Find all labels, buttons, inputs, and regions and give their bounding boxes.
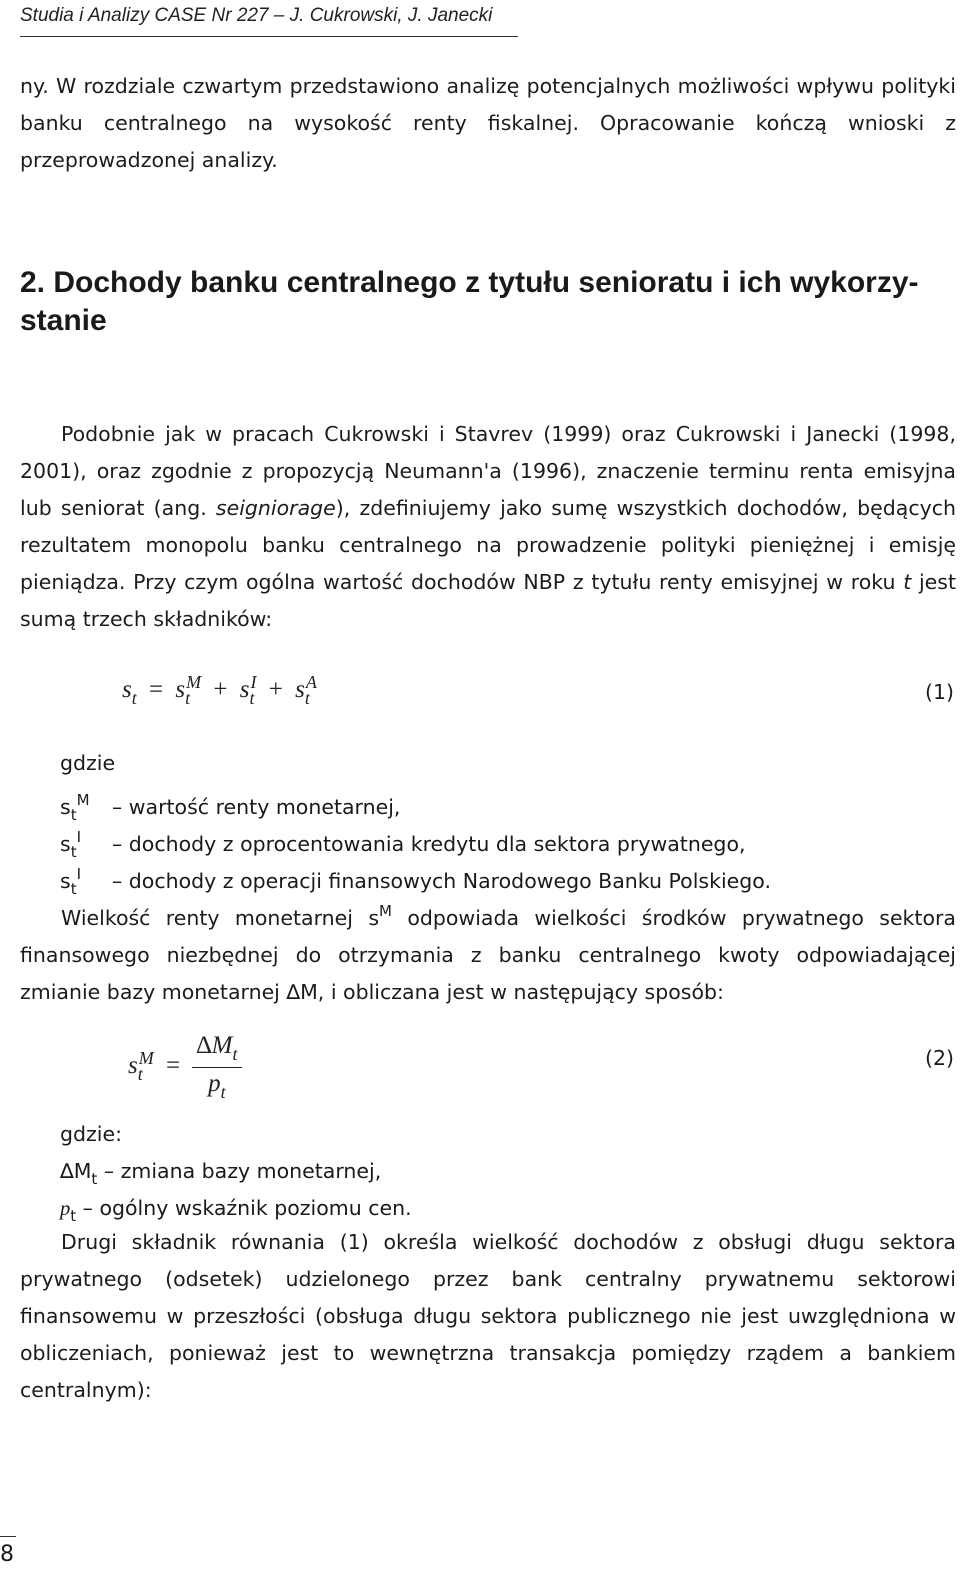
definition-row: $\Delta M_t$ – zmiana bazy monetarnej, <box>60 1159 382 1188</box>
equation-1: $s_t = s_t^M + s_t^I + s_t^A$ <box>122 672 317 708</box>
running-header: Studia i Analizy CASE Nr 227 – J. Cukrowski, J. Janecki <box>20 2 518 37</box>
equation-2: $s_t^M$ = $\frac{\Delta M_t}{p_t}$ <box>128 1032 242 1103</box>
definition-row: $s_t^M$ – wartość renty monetarnej, <box>60 791 401 824</box>
equation-number-1: (1) <box>924 680 954 704</box>
definition-row: $s_t^I$ – dochody z operacji finansowych Narodowego Banku Polskiego. <box>60 865 771 898</box>
where-label-1: gdzie <box>60 751 116 775</box>
paragraph-text-2: ), zdefiniujemy jako sumę wszystkich dochodów, będących rezultatem monopolu banku centralnego na prowadzenie polityki pieniężnej i emisję pieniądza. Przy czym ogólna wartość dochodów NBP z tytułu renty emisyjnej w roku <box>20 496 956 594</box>
section-heading: 2. Dochody banku centralnego z tytułu senioratu i ich wykorzy-stanie <box>20 266 919 337</box>
paragraph-definition <box>20 416 956 638</box>
intro-paragraph: ny. W rozdziale czwartym przedstawiono analizę potencjalnych możliwości wpływu polityki banku centralnego na wysokość renty fiskalnej. Opracowanie kończą wnioski z przeprowadzonej analizy. <box>20 74 956 172</box>
definition-row: $s_t^I$ – dochody z oprocentowania kredytu dla sektora prywatnego, <box>60 828 746 861</box>
paragraph-monetary-rent: Wielkość renty monetarnej $s^M$ odpowiada wielkości środków prywatnego sektora finansowego niezbędnej do otrzymania z banku centralnego kwoty odpowiadającej zmianie bazy monetarnej ∆M, i obliczana jest w następujący sposób: <box>20 902 956 1004</box>
where-label-2: gdzie: <box>60 1122 123 1146</box>
italic-var: t <box>903 570 912 594</box>
definition-row: $p_t$ – ogólny wskaźnik poziomu cen. <box>60 1196 412 1225</box>
italic-term: seigniorage <box>215 496 336 520</box>
page-number: 8 <box>0 1536 16 1573</box>
paragraph-text-1: Podobnie jak w pracach Cukrowski i Stavrev (1999) oraz Cukrowski i Janecki (1998, 2001), oraz zgodnie z propozycją Neumann'a (1996), znaczenie terminu renta emisyjna lub seniorat (ang. <box>20 422 956 520</box>
paragraph-second-component: Drugi składnik równania (1) określa wielkość dochodów z obsługi długu sektora prywatnego (odsetek) udzielonego przez bank centralny prywatnemu sektorowi finansowemu w przeszłości (obsługa długu sektora publicznego nie jest uwzględniona w obliczeniach, ponieważ jest to wewnętrzna transakcja pomiędzy rządem a bankiem centralnym): <box>20 1230 956 1402</box>
equation-number-2: (2) <box>924 1046 954 1070</box>
paragraph-text-3: jest sumą trzech składników: <box>20 570 956 631</box>
